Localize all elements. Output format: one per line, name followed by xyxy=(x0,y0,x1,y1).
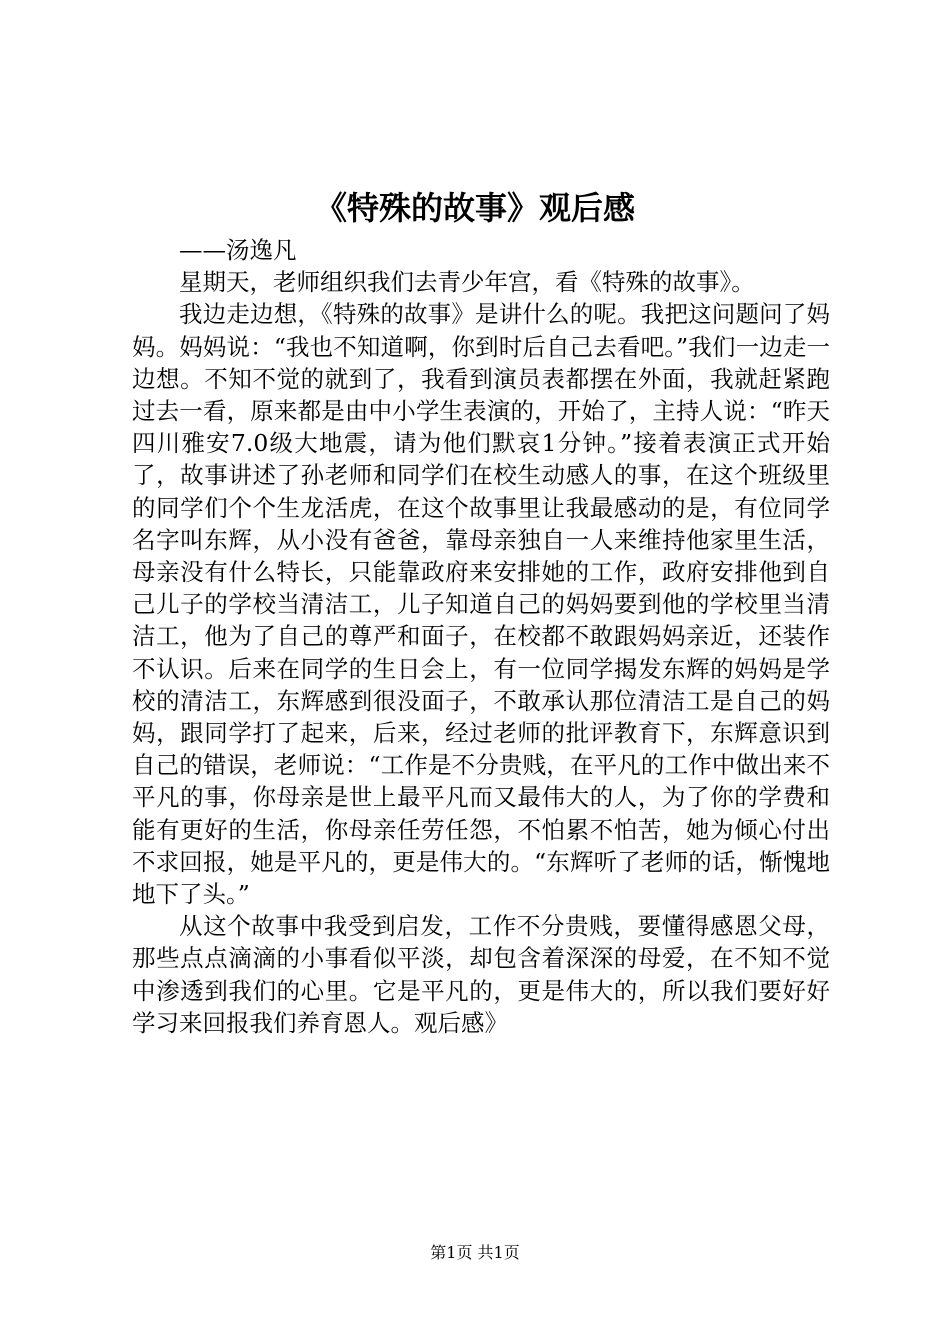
paragraph-1: 星期天，老师组织我们去青少年宫，看《特殊的故事》。 xyxy=(179,268,755,297)
paragraph-3: 从这个故事中我受到启发，工作不分贵贱，要懂得感恩父母，那些点点滴滴的小事看似平淡，却包含着深深的母爱，在不知不觉中渗透到我们的心里。它是平凡的，更是伟大的，所以我们要好好学习来回报我们养育恩人。观后感》 xyxy=(132,912,830,1037)
paragraph-2: 我边走边想，《特殊的故事》是讲什么的呢。我把这问题问了妈妈。妈妈说：“我也不知道啊，你到时后自己去看吧。”我们一边走一边想。不知不觉的就到了，我看到演员表都摆在外面，我就赶紧跑过去一看，原来都是由中小学生表演的，开始了，主持人说：“昨天四川雅安7.0级大地震，请为他们默哀1分钟。”接着表演正式开始了，故事讲述了孙老师和同学们在校生动感人的事，在这个班级里的同学们个个生龙活虎，在这个故事里让我最感动的是，有位同学名字叫东辉，从小没有爸爸，靠母亲独自一人来维持他家里生活，母亲没有什么特长，只能靠政府来安排她的工作，政府安排他到自己儿子的学校当清洁工，儿子知道自己的妈妈要到他的学校里当清洁工，他为了自己的尊严和面子，在校都不敢跟妈妈亲近，还装作不认识。后来在同学的生日会上，有一位同学揭发东辉的妈妈是学校的清洁工，东辉感到很没面子，不敢承认那位清洁工是自己的妈妈，跟同学打了起来，后来，经过老师的批评教育下，东辉意识到自己的错误，老师说：“工作是不分贵贱，在平凡的工作中做出来不平凡的事，你母亲是世上最平凡而又最伟大的人，为了你的学费和能有更好的生活，你母亲任劳任怨，不怕累不怕苦，她为倾心付出不求回报，她是平凡的，更是伟大的。“东辉听了老师的话，惭愧地地下了头。” xyxy=(132,300,830,909)
document-body xyxy=(132,234,830,1039)
author-line: ——汤逸凡 xyxy=(179,236,297,264)
document-title: 《特殊的故事》观后感 xyxy=(314,189,635,227)
page-footer: 第1页 共1页 xyxy=(430,1243,520,1262)
